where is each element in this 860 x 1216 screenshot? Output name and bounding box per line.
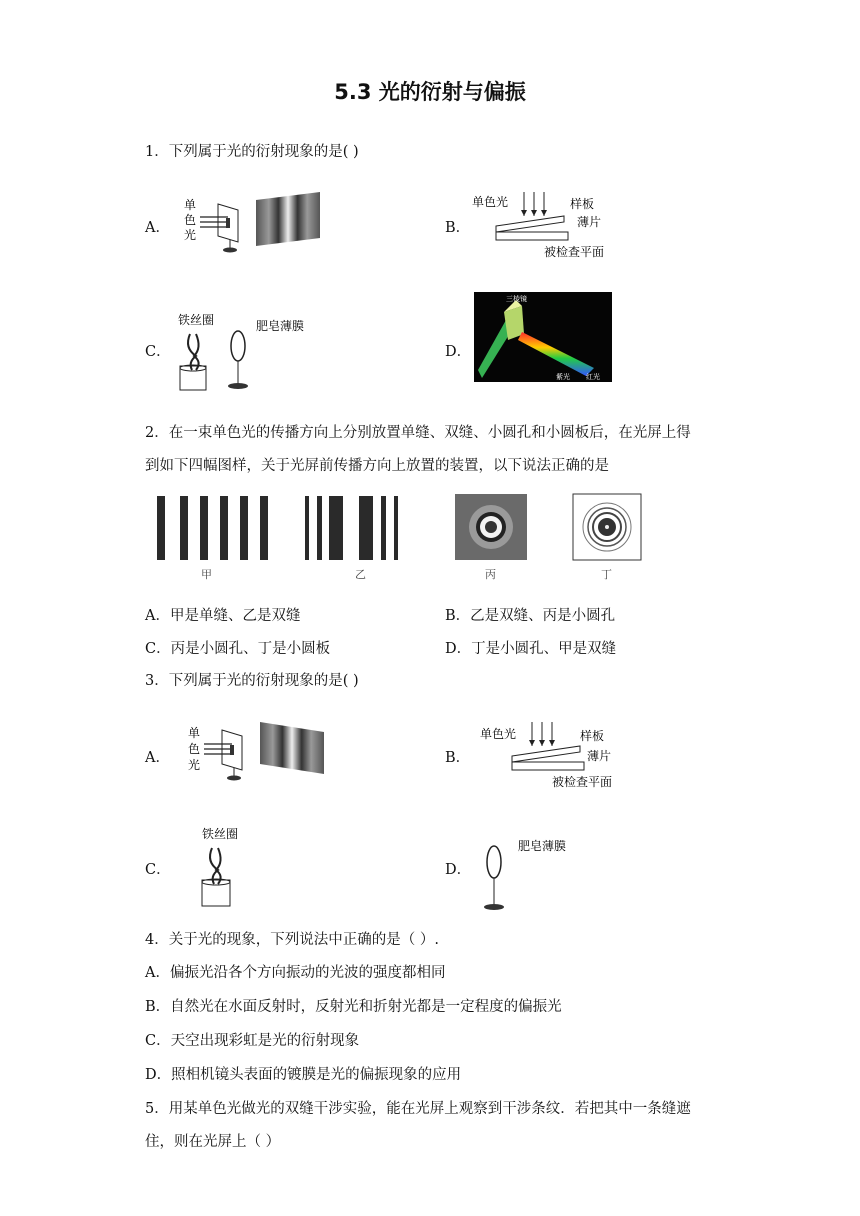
q3-option-b-label: B．: [445, 750, 471, 766]
question-2-stem-line-1: 2．在一束单色光的传播方向上分别放置单缝、双缝、小圆孔和小圆板后，在光屏上得: [145, 425, 691, 441]
svg-text:红光: 红光: [586, 373, 600, 381]
single-slit-diffraction-figure: [180, 192, 325, 262]
svg-text:丁: 丁: [601, 568, 612, 581]
question-3-stem: 3．下列属于光的衍射现象的是( ): [145, 673, 359, 689]
q3-option-c-figure: [194, 822, 264, 916]
q4-option-c: C．天空出现彩虹是光的衍射现象: [145, 1033, 360, 1049]
question-5-stem-line-2: 住，则在光屏上（ ）: [145, 1134, 281, 1150]
q1-option-b-label: B．: [445, 220, 471, 236]
q1-option-c-label: C．: [145, 344, 171, 360]
svg-text:薄片: 薄片: [577, 215, 602, 229]
q3-option-c-label: C．: [145, 862, 171, 878]
svg-text:甲: 甲: [201, 568, 212, 581]
svg-text:铁丝圈: 铁丝圈: [178, 313, 215, 327]
svg-text:样板: 样板: [580, 729, 605, 743]
wedge-interference-figure: [472, 186, 622, 266]
svg-text:光: 光: [188, 758, 201, 772]
svg-text:乙: 乙: [355, 568, 366, 581]
q3-option-d-label: D．: [445, 862, 472, 878]
q2-option-b: B．乙是双缝、丙是小圆孔: [445, 608, 616, 624]
q1-option-a-label: A．: [145, 220, 170, 236]
svg-text:肥皂薄膜: 肥皂薄膜: [256, 319, 305, 333]
wire-loop-figure: [194, 822, 264, 912]
q1-option-d-label: D．: [445, 344, 472, 360]
q1-option-d-figure: [474, 292, 612, 386]
q3-option-d-figure: [478, 832, 588, 918]
pattern-ding: [573, 494, 641, 581]
svg-text:色: 色: [184, 213, 197, 227]
svg-text:三棱镜: 三棱镜: [506, 295, 527, 303]
svg-text:被检查平面: 被检查平面: [552, 775, 613, 789]
q1-option-c-figure: [172, 306, 322, 400]
q2-pattern-figures: [145, 490, 655, 589]
q4-option-a: A．偏振光沿各个方向振动的光波的强度都相同: [145, 965, 446, 981]
question-5-stem-line-1: 5．用某单色光做光的双缝干涉实验，能在光屏上观察到干涉条纹．若把其中一条缝遮: [145, 1101, 691, 1117]
svg-text:丙: 丙: [485, 568, 496, 581]
prism-dispersion-figure: [474, 292, 612, 382]
q3-option-b-figure: [480, 718, 630, 802]
q4-option-d: D．照相机镜头表面的镀膜是光的偏振现象的应用: [145, 1067, 462, 1083]
svg-text:单: 单: [184, 198, 197, 212]
pattern-jia: [157, 496, 268, 581]
soap-film-figure: [172, 306, 322, 396]
svg-text:单色光: 单色光: [472, 195, 509, 209]
soap-film-figure: [478, 832, 588, 914]
page-title: 5.3 光的衍射与偏振: [334, 80, 526, 104]
wedge-interference-figure: [480, 718, 630, 798]
svg-text:色: 色: [188, 742, 201, 756]
q3-option-a-figure: [184, 716, 329, 790]
q2-option-c: C．丙是小圆孔、丁是小圆板: [145, 641, 331, 657]
q2-option-a: A．甲是单缝、乙是双缝: [145, 608, 301, 624]
question-4-stem: 4．关于光的现象，下列说法中正确的是（ ）.: [145, 932, 439, 948]
q1-option-b-figure: [472, 186, 622, 270]
svg-text:紫光: 紫光: [556, 373, 570, 381]
svg-text:铁丝圈: 铁丝圈: [202, 827, 239, 841]
svg-text:肥皂薄膜: 肥皂薄膜: [518, 839, 567, 853]
pattern-bing: [455, 494, 527, 581]
question-2-stem-line-2: 到如下四幅图样，关于光屏前传播方向上放置的装置，以下说法正确的是: [145, 458, 609, 474]
svg-text:单: 单: [188, 726, 201, 740]
q1-option-a-figure: [180, 192, 325, 266]
svg-text:单色光: 单色光: [480, 727, 517, 741]
question-1-stem: 1．下列属于光的衍射现象的是( ): [145, 144, 359, 160]
svg-text:样板: 样板: [570, 197, 595, 211]
q3-option-a-label: A．: [145, 750, 170, 766]
svg-text:薄片: 薄片: [587, 749, 612, 763]
q4-option-b: B．自然光在水面反射时，反射光和折射光都是一定程度的偏振光: [145, 999, 562, 1015]
pattern-yi: [305, 496, 398, 581]
svg-text:被检查平面: 被检查平面: [544, 245, 605, 259]
single-slit-diffraction-figure: [184, 716, 329, 786]
q2-option-d: D．丁是小圆孔、甲是双缝: [445, 641, 617, 657]
svg-text:光: 光: [184, 228, 197, 242]
